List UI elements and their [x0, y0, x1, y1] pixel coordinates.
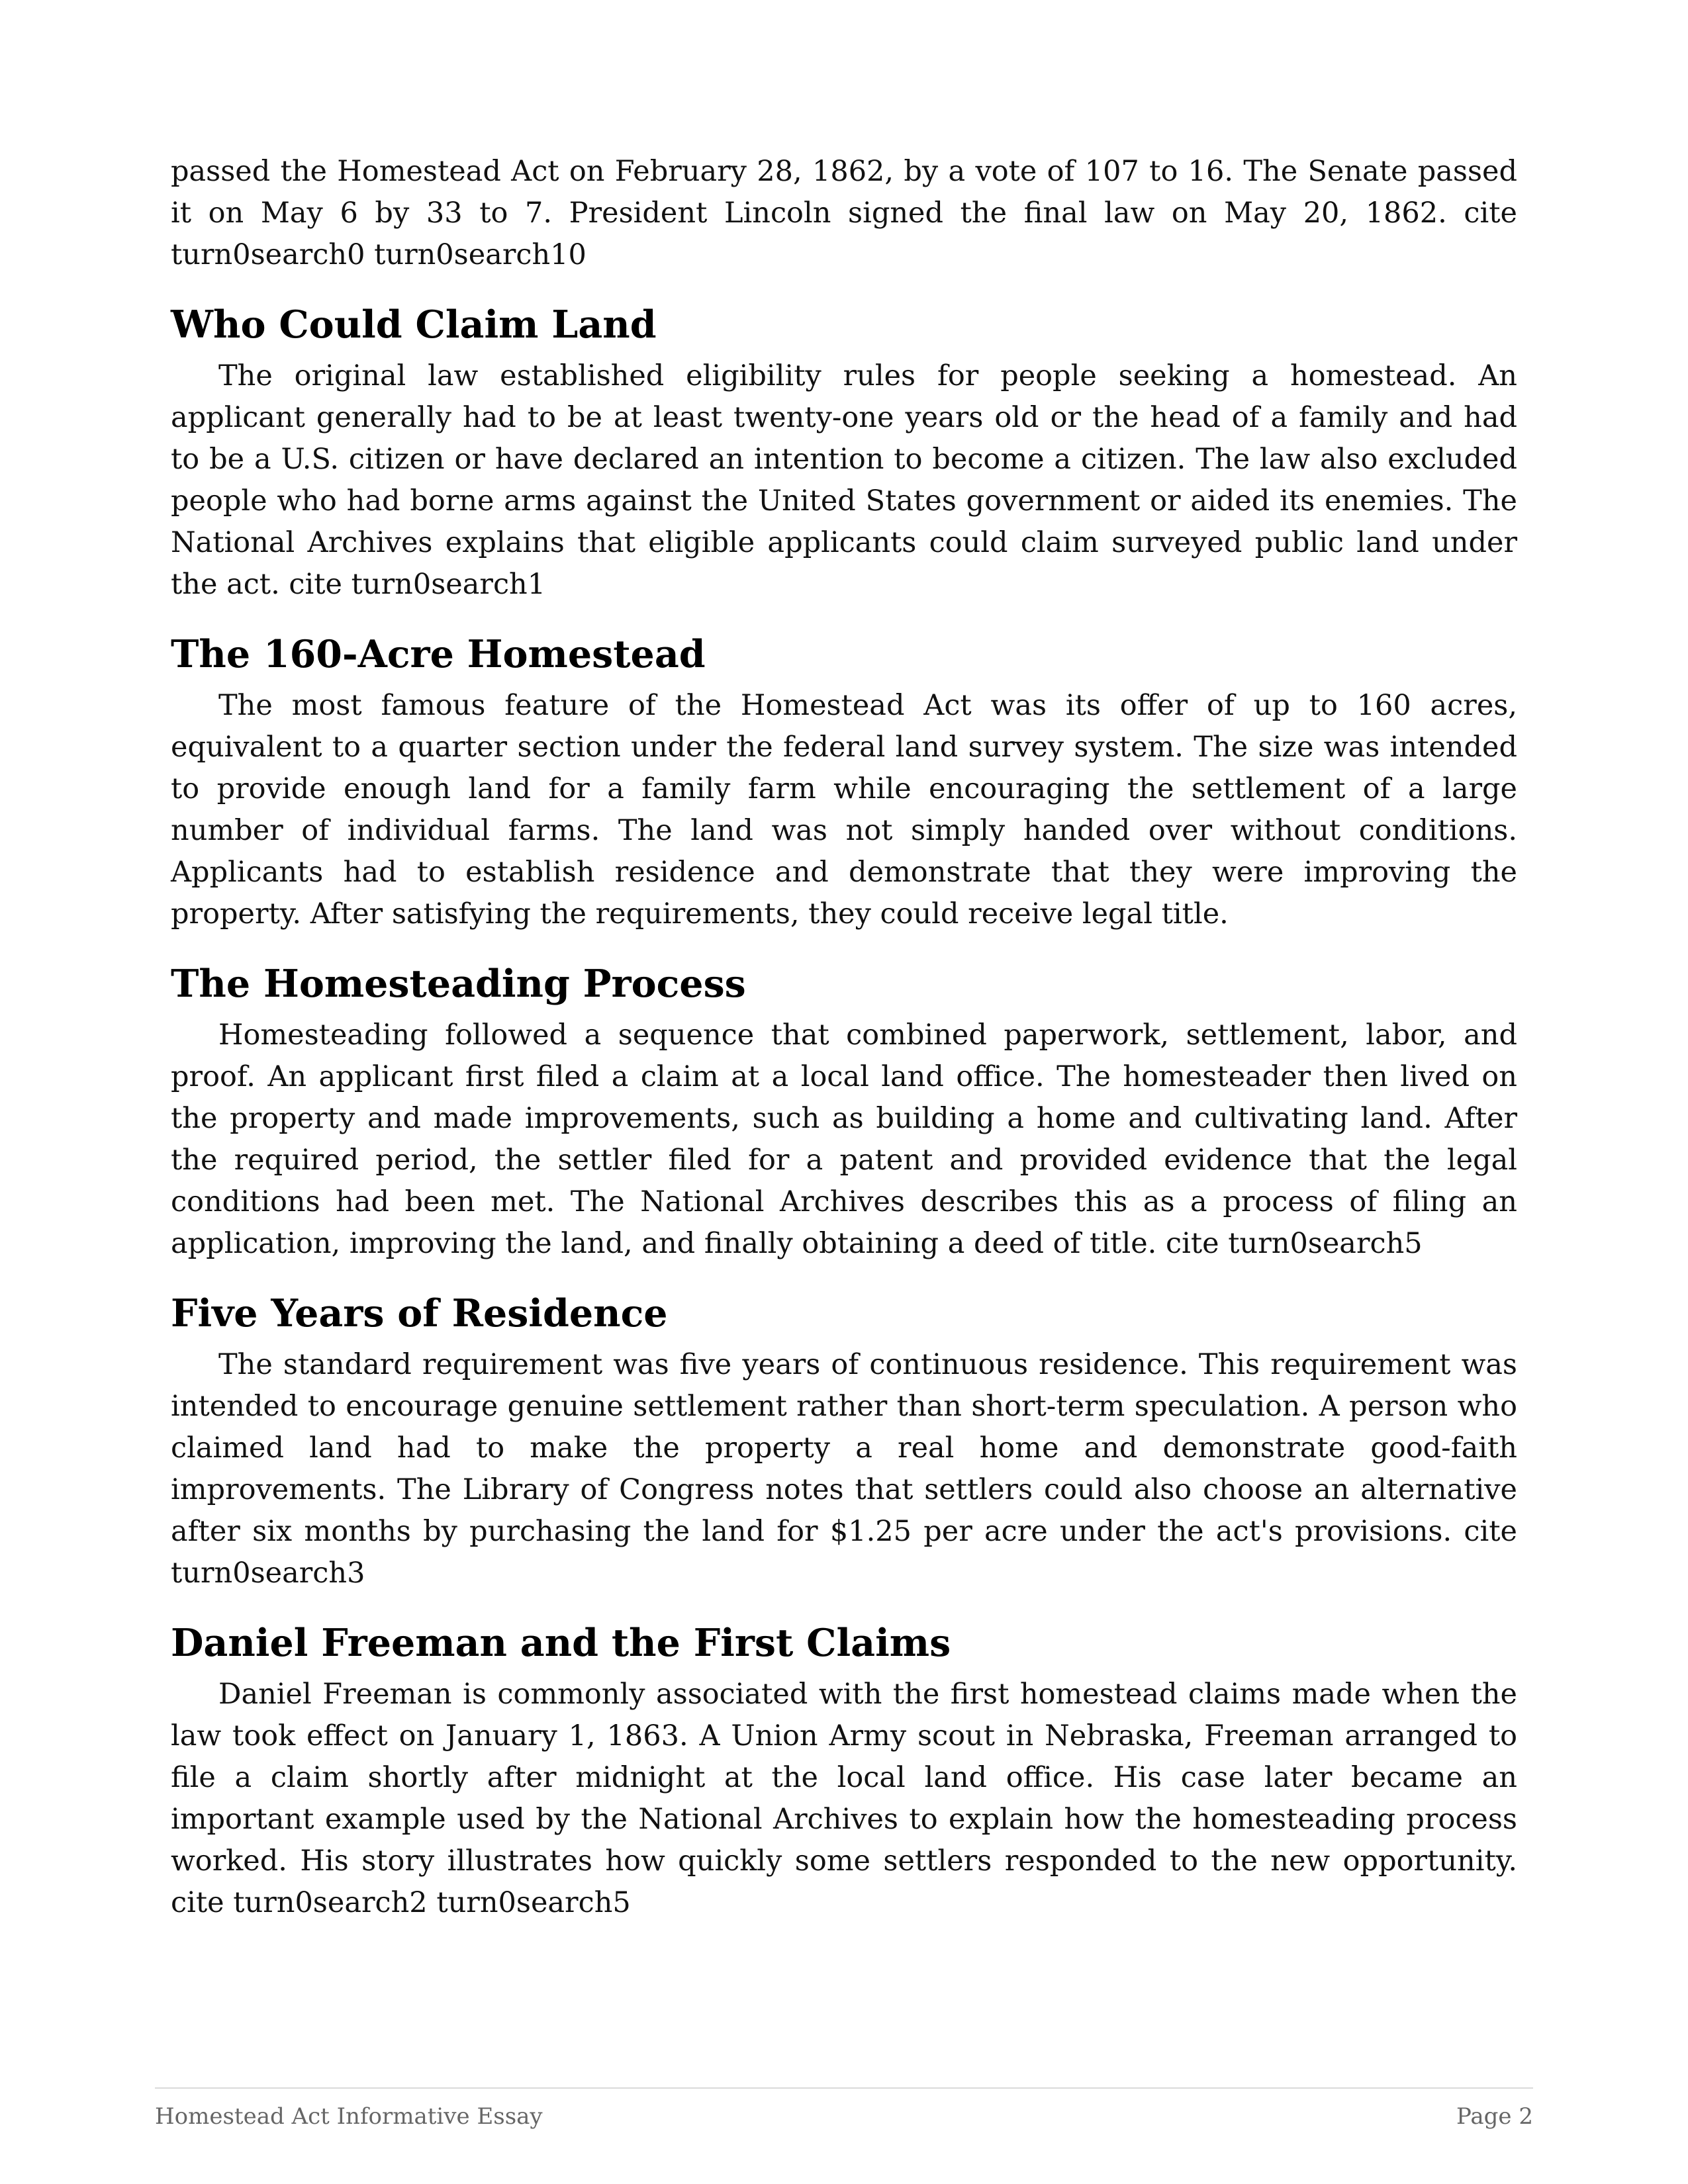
section-paragraph-five-years-of-residence: The standard requirement was five years of continuous residence. This requirement was intended to encourage genuine settlement rather than short-term speculation. A person who claimed land had to make the property a real home and demonstrate good-faith improvements. The Library of Congress notes that settlers could also choose an alternative after six months by purchasing the land for $1.25 per acre under the act's provisions. cite turn0search3 — [171, 1348, 1517, 1590]
document-body — [171, 151, 1517, 1924]
section-heading-daniel-freeman: Daniel Freeman and the First Claims — [171, 1621, 951, 1665]
footer-page-number: Page 2 — [1456, 2103, 1533, 2130]
section-paragraph-daniel-freeman: Daniel Freeman is commonly associated with the first homestead claims made when the law took effect on January 1, 1863. A Union Army scout in Nebraska, Freeman arranged to file a claim shortly after midnight at the local land office. His case later became an important example used by the National Archives to explain how the homesteading process worked. His story illustrates how quickly some settlers responded to the new opportunity. cite turn0search2 turn0search5 — [171, 1678, 1517, 1919]
page-footer — [155, 2087, 1533, 2130]
section-heading-five-years-of-residence: Five Years of Residence — [171, 1291, 668, 1336]
section-paragraph-160-acre-homestead: The most famous feature of the Homestead Act was its offer of up to 160 acres, equivalent to a quarter section under the federal land survey system. The size was intended to provide enough land for a family farm while encouraging the settlement of a large number of individual farms. The land was not simply handed over without conditions. Applicants had to establish residence and demonstrate that they were improving the property. After satisfying the requirements, they could receive legal title. — [171, 689, 1517, 931]
section-heading-homesteading-process: The Homesteading Process — [171, 962, 746, 1006]
section-paragraph-homesteading-process: Homesteading followed a sequence that combined paperwork, settlement, labor, and proof. An applicant first filed a claim at a local land office. The homesteader then lived on the property and made improvements, such as building a home and cultivating land. After the required period, the settler filed for a patent and provided evidence that the legal conditions had been met. The National Archives describes this as a process of filing an application, improving the land, and finally obtaining a deed of title. cite turn0search5 — [171, 1019, 1517, 1260]
footer-document-title: Homestead Act Informative Essay — [155, 2103, 543, 2130]
section-heading-160-acre-homestead: The 160-Acre Homestead — [171, 632, 706, 676]
section-paragraph-who-could-claim-land: The original law established eligibility rules for people seeking a homestead. An applicant generally had to be at least twenty-one years old or the head of a family and had to be a U.S. citizen or have declared an intention to become a citizen. The law also excluded people who had borne arms against the United States government or aided its enemies. The National Archives explains that eligible applicants could claim surveyed public land under the act. cite turn0search1 — [171, 359, 1517, 601]
continuation-paragraph: passed the Homestead Act on February 28, 1862, by a vote of 107 to 16. The Senate passed it on May 6 by 33 to 7. President Lincoln signed the final law on May 20, 1862. cite turn0search0 turn0search10 — [171, 155, 1517, 271]
section-heading-who-could-claim-land: Who Could Claim Land — [171, 302, 657, 347]
